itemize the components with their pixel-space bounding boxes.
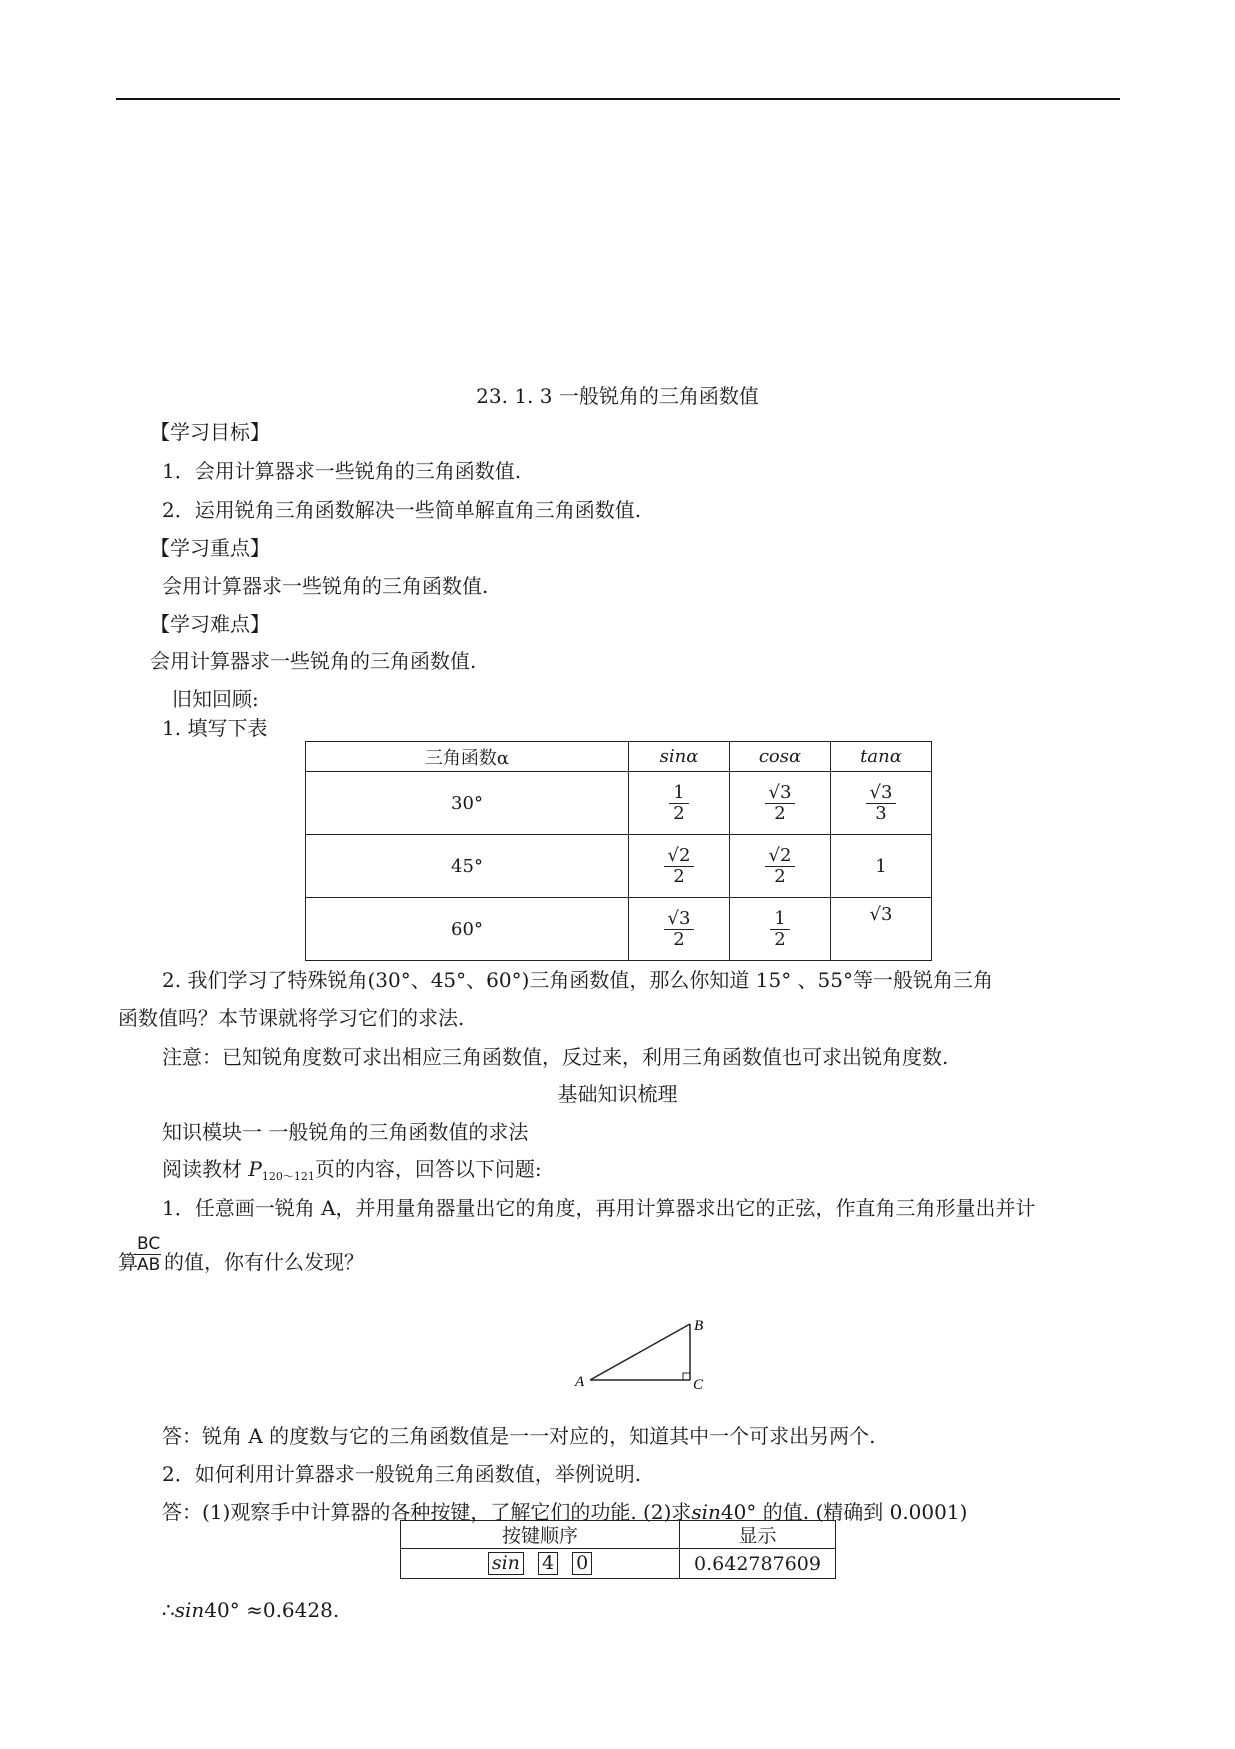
table-header-row <box>306 742 932 772</box>
page-title: 23. 1. 3 一般锐角的三角函数值 <box>476 384 759 408</box>
question-1-line-1: 1．任意画一锐角 A，并用量角器量出它的角度，再用计算器求出它的正弦，作直角三角形量出并计 <box>162 1196 1036 1220</box>
vertex-label-b: B <box>694 1318 704 1334</box>
answer-2-text-a: 答：(1)观察手中计算器的各种按键，了解它们的功能. (2)求 <box>162 1500 692 1524</box>
denominator: 2 <box>673 802 685 824</box>
key-sequence <box>401 1549 680 1579</box>
denominator: 2 <box>774 802 786 824</box>
vertex-label-c: C <box>693 1377 704 1390</box>
header-cell-function: 三角函数α <box>306 742 629 772</box>
top-rule <box>116 98 1120 100</box>
paragraph-2-line-1: 2. 我们学习了特殊锐角(30°、45°、60°)三角函数值，那么你知道 15° 、55°等一般锐角三角 <box>162 968 994 992</box>
display-value: 0.642787609 <box>680 1549 836 1579</box>
reading-suffix: 页的内容，回答以下问题: <box>314 1157 542 1181</box>
numerator: √3 <box>765 783 796 804</box>
right-angle-mark <box>683 1373 690 1380</box>
angle-cell: 30° <box>306 772 629 835</box>
answer-1: 答：锐角 A 的度数与它的三角函数值是一一对应的，知道其中一个可求出另两个. <box>162 1424 876 1448</box>
question-1-prefix: 算 <box>118 1250 138 1274</box>
reading-instruction <box>162 1153 542 1184</box>
calculator-key-table <box>400 1520 836 1579</box>
side-ab <box>590 1324 690 1380</box>
answer-2-text-b: 40° 的值. (精确到 0.0001) <box>720 1500 968 1524</box>
table-row <box>306 772 932 835</box>
conclusion <box>162 1598 339 1622</box>
value-cell: 1 <box>831 835 932 898</box>
fraction <box>664 909 695 950</box>
numerator: 1 <box>770 909 789 930</box>
trig-values-table <box>305 741 932 961</box>
fraction <box>664 846 695 887</box>
conclusion-value: 40° ≈0.6428. <box>204 1598 340 1622</box>
denominator: 3 <box>875 802 887 824</box>
note-text: 注意：已知锐角度数可求出相应三角函数值，反过来，利用三角函数值也可求出锐角度数. <box>162 1045 949 1069</box>
sin-function: sin <box>174 1598 205 1622</box>
numerator: √3 <box>664 909 695 930</box>
page-letter: P <box>248 1157 262 1181</box>
reading-prefix: 阅读教材 <box>162 1157 242 1181</box>
denominator: AB <box>137 1255 161 1275</box>
goal-1: 1．会用计算器求一些锐角的三角函数值. <box>162 459 522 483</box>
key-text: 会用计算器求一些锐角的三角函数值. <box>162 574 489 598</box>
module-title: 知识模块一 一般锐角的三角函数值的求法 <box>162 1120 529 1144</box>
value-cell: √3 <box>831 898 932 961</box>
header-cell-sin: sinα <box>629 742 730 772</box>
numerator: √2 <box>765 846 796 867</box>
vertex-label-a: A <box>575 1374 585 1390</box>
table-row <box>306 835 932 898</box>
difficulty-text: 会用计算器求一些锐角的三角函数值. <box>150 649 477 673</box>
numerator: √3 <box>866 783 897 804</box>
review-heading: 旧知回顾: <box>172 687 259 711</box>
therefore-symbol: ∴ <box>162 1598 175 1622</box>
review-item-1: 1. 填写下表 <box>162 716 268 740</box>
header-cell-tan: tanα <box>831 742 932 772</box>
numerator: 1 <box>669 783 688 804</box>
header-display: 显示 <box>680 1521 836 1549</box>
denominator: 2 <box>774 928 786 950</box>
fraction <box>770 909 789 950</box>
key-table-row <box>401 1549 836 1579</box>
key-heading: 【学习重点】 <box>150 536 270 560</box>
numerator: √2 <box>664 846 695 867</box>
fraction <box>669 783 688 824</box>
header-key-order: 按键顺序 <box>401 1521 680 1549</box>
fraction <box>765 846 796 887</box>
angle-cell: 45° <box>306 835 629 898</box>
denominator: 2 <box>774 865 786 887</box>
numerator: BC <box>137 1234 161 1254</box>
difficulty-heading: 【学习难点】 <box>150 612 270 636</box>
angle-cell: 60° <box>306 898 629 961</box>
digit-0-key: 0 <box>572 1552 592 1575</box>
sin-function: sin <box>691 1500 721 1524</box>
section-heading: 基础知识梳理 <box>557 1082 678 1106</box>
fraction <box>765 783 796 824</box>
denominator: 2 <box>673 865 685 887</box>
digit-4-key: 4 <box>538 1552 558 1575</box>
right-triangle-diagram <box>560 1300 720 1390</box>
paragraph-2-line-2: 函数值吗？本节课就将学习它们的求法. <box>118 1006 465 1030</box>
table-row <box>306 898 932 961</box>
header-cell-cos: cosα <box>730 742 831 772</box>
denominator: 2 <box>673 928 685 950</box>
key-table-header <box>401 1521 836 1549</box>
question-1-suffix: 的值，你有什么发现？ <box>164 1250 364 1274</box>
fraction <box>866 783 897 824</box>
goal-2: 2．运用锐角三角函数解决一些简单解直角三角函数值. <box>162 498 642 522</box>
sin-key: sin <box>488 1552 524 1575</box>
question-2: 2．如何利用计算器求一般锐角三角函数值，举例说明. <box>162 1462 642 1486</box>
bc-ab-fraction <box>136 1234 161 1275</box>
goals-heading: 【学习目标】 <box>150 420 270 444</box>
page-range: 120～121 <box>261 1170 315 1183</box>
